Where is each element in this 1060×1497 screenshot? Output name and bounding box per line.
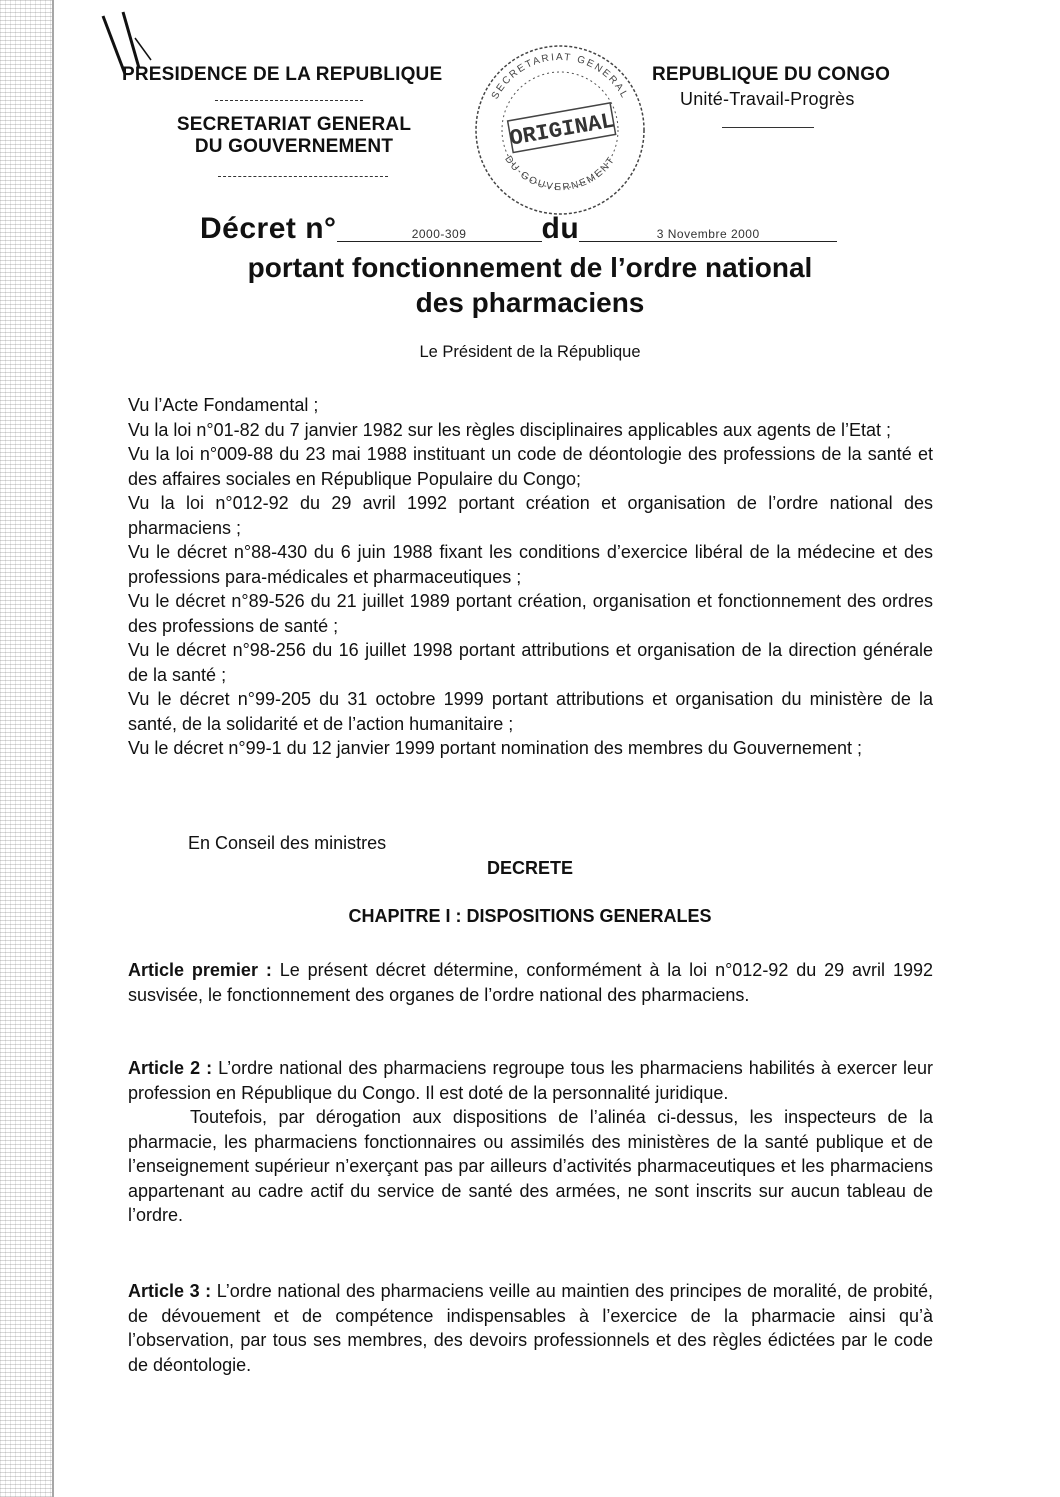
- article-text: L’ordre national des pharmaciens veille au maintien des principes de moralité, de probité, de dévouement et de compétence indispensables à l’exercice de la pharmacie ainsi qu’à l’observation, par tous ses membres, des devoirs professionnels et des règles édictées par le code de déontologie.: [128, 1281, 933, 1375]
- visa-item: Vu le décret n°99-205 du 31 octobre 1999 portant attributions et organisation du ministère de la santé, de la solidarité et de l’action humanitaire ;: [128, 689, 933, 734]
- article-paragraph: Toutefois, par dérogation aux dispositions de l’alinéa ci-dessus, les inspecteurs de la pharmacie, les pharmaciens fonctionnaires ou assimilés des ministères de la santé publique et de l’enseignement supérieur n’exerçant pas par ailleurs d’activités pharmaceutiques et les pharmaciens appartenant au cadre actif du service de santé des armées, ne sont inscrits sur aucun tableau de l’ordre.: [128, 1107, 933, 1225]
- president-line: Le Président de la République: [419, 343, 641, 361]
- motto: Unité-Travail-Progrès: [680, 89, 855, 109]
- visa-item: Vu le décret n°89-526 du 21 juillet 1989 portant création, organisation et fonctionnement des ordres des professions de santé ;: [128, 591, 933, 636]
- visa-item: Vu le décret n°98-256 du 16 juillet 1998 portant attributions et organisation de la direction générale de la santé ;: [128, 640, 933, 685]
- decree-number: 2000-309: [337, 227, 542, 242]
- visa-item: Vu l’Acte Fondamental ;: [128, 395, 319, 415]
- secretariat-line-1: SECRETARIAT GENERAL: [176, 114, 412, 135]
- decrete-heading: DECRETE: [486, 858, 573, 878]
- article-label: Article 3 :: [128, 1281, 212, 1301]
- article-text: Le présent décret détermine, conformément à la loi n°012-92 du 29 avril 1992 susvisée, le fonctionnement des organes de l’ordre national des pharmaciens.: [128, 960, 933, 1005]
- visa-item: Vu le décret n°88-430 du 6 juin 1988 fixant les conditions d’exercice libéral de la médecine et des professions para-médicales et pharmaceutiques ;: [128, 542, 933, 587]
- presidence-heading: PRESIDENCE DE LA REPUBLIQUE: [122, 64, 443, 85]
- svg-text:SECRETARIAT GENERAL: [490, 52, 630, 101]
- stamp-center-text: ORIGINAL: [507, 108, 617, 152]
- decree-line: [200, 212, 860, 246]
- scan-edge-line: [52, 0, 54, 1497]
- visas-block: [128, 393, 933, 761]
- decree-date: 3 Novembre 2000: [579, 227, 837, 242]
- chapter-heading: CHAPITRE I : DISPOSITIONS GENERALES: [348, 906, 712, 926]
- header-divider-right: [722, 127, 814, 128]
- conseil-line: En Conseil des ministres: [188, 833, 387, 853]
- official-stamp: [462, 38, 658, 218]
- visa-item: Vu la loi n°01-82 du 7 janvier 1982 sur les règles disciplinaires applicables aux agents de l’Etat ;: [128, 419, 891, 440]
- article-label: Article 2 :: [128, 1058, 213, 1078]
- scan-edge-noise: [0, 0, 52, 1497]
- stamp-bottom-text: DU GOUVERNEMENT: [502, 154, 618, 194]
- svg-text:DU GOUVERNEMENT: [502, 154, 618, 193]
- article-2: [128, 1056, 933, 1228]
- decree-title-line-2: des pharmaciens: [415, 287, 645, 318]
- article-label: Article premier :: [128, 960, 272, 980]
- visa-item: Vu la loi n°012-92 du 29 avril 1992 portant création et organisation de l’ordre national des pharmaciens ;: [128, 493, 933, 538]
- secretariat-heading: [164, 114, 424, 158]
- article-premier: [128, 958, 933, 1007]
- republique-heading: REPUBLIQUE DU CONGO: [652, 64, 891, 85]
- secretariat-line-2: DU GOUVERNEMENT: [194, 136, 394, 157]
- decree-label: Décret n°: [200, 212, 337, 245]
- decree-du-label: du: [541, 212, 580, 245]
- header-divider-left-1: [215, 100, 363, 101]
- decree-title-line-1: portant fonctionnement de l’ordre national: [247, 252, 813, 283]
- article-text: L’ordre national des pharmaciens regroupe tous les pharmaciens habilités à exercer leur profession en République du Congo. Il est doté de la personnalité juridique.: [128, 1058, 933, 1103]
- stamp-top-text: SECRETARIAT GENERAL: [489, 52, 631, 102]
- header-divider-left-2: [218, 176, 388, 177]
- article-3: [128, 1279, 933, 1377]
- visa-item: Vu la loi n°009-88 du 23 mai 1988 instituant un code de déontologie des professions de la santé et des affaires sociales en République Populaire du Congo;: [128, 444, 933, 489]
- visa-item: Vu le décret n°99-1 du 12 janvier 1999 portant nomination des membres du Gouvernement ;: [128, 738, 862, 758]
